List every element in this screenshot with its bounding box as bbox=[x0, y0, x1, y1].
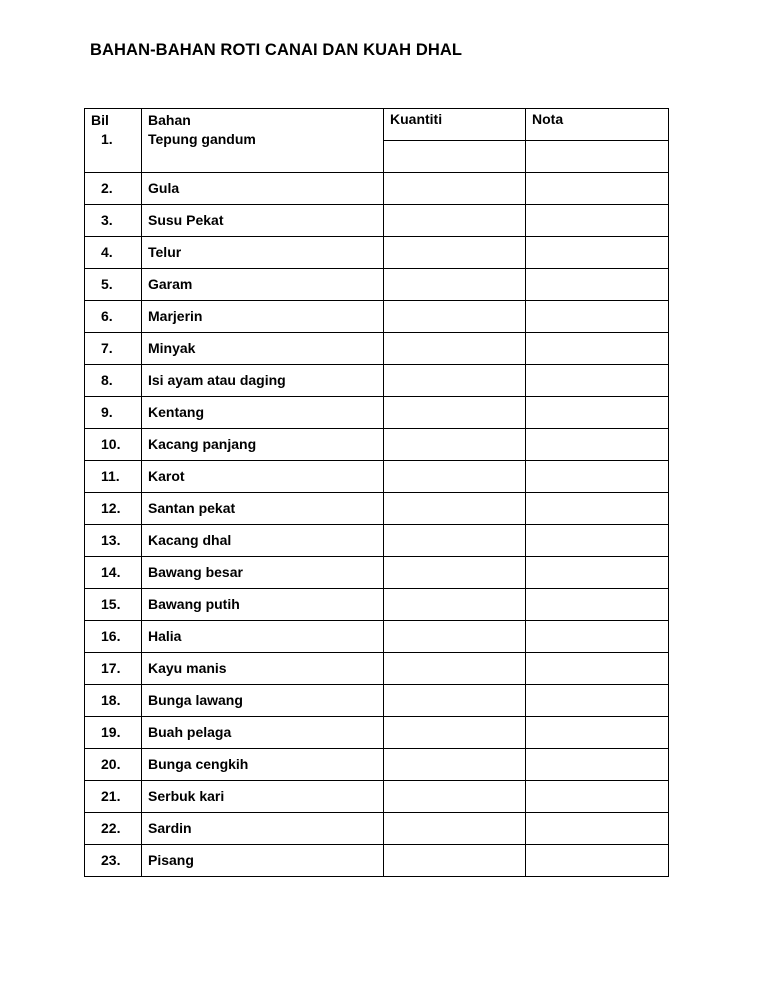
ingredient-name: Gula bbox=[148, 180, 180, 196]
bahan-cell bbox=[142, 237, 384, 269]
column-header-kuantiti-label: Kuantiti bbox=[390, 111, 443, 127]
note-cell[interactable] bbox=[526, 653, 669, 685]
note-cell[interactable] bbox=[526, 333, 669, 365]
bil-cell bbox=[85, 845, 142, 877]
bil-cell bbox=[85, 557, 142, 589]
quantity-cell[interactable] bbox=[384, 653, 526, 685]
bil-cell bbox=[85, 461, 142, 493]
bahan-cell bbox=[142, 397, 384, 429]
bahan-cell bbox=[142, 749, 384, 781]
ingredient-name: Bunga cengkih bbox=[148, 756, 249, 772]
bahan-cell bbox=[142, 781, 384, 813]
bahan-cell bbox=[142, 333, 384, 365]
bil-cell bbox=[85, 173, 142, 205]
bil-cell bbox=[85, 717, 142, 749]
table-row bbox=[85, 813, 669, 845]
row-number: 18. bbox=[101, 692, 121, 708]
quantity-cell[interactable] bbox=[384, 685, 526, 717]
row-number: 2. bbox=[101, 180, 113, 196]
row-number: 15. bbox=[101, 596, 121, 612]
row-number: 8. bbox=[101, 372, 113, 388]
note-cell[interactable] bbox=[526, 461, 669, 493]
row-number: 20. bbox=[101, 756, 121, 772]
quantity-cell[interactable] bbox=[384, 717, 526, 749]
bil-cell bbox=[85, 685, 142, 717]
note-cell[interactable] bbox=[526, 429, 669, 461]
bil-cell bbox=[85, 365, 142, 397]
note-cell[interactable] bbox=[526, 205, 669, 237]
note-cell[interactable] bbox=[526, 525, 669, 557]
bil-cell bbox=[85, 205, 142, 237]
quantity-cell[interactable] bbox=[384, 237, 526, 269]
bahan-cell bbox=[142, 493, 384, 525]
column-header-bahan: Bahan bbox=[148, 112, 191, 128]
quantity-cell[interactable] bbox=[384, 749, 526, 781]
bahan-cell bbox=[142, 365, 384, 397]
bahan-cell bbox=[142, 653, 384, 685]
bahan-cell bbox=[142, 525, 384, 557]
row-number: 9. bbox=[101, 404, 113, 420]
note-cell[interactable] bbox=[526, 365, 669, 397]
table-row bbox=[85, 173, 669, 205]
quantity-cell[interactable] bbox=[384, 269, 526, 301]
ingredient-name: Kentang bbox=[148, 404, 204, 420]
quantity-cell[interactable] bbox=[384, 301, 526, 333]
bahan-cell bbox=[142, 845, 384, 877]
bahan-cell bbox=[142, 205, 384, 237]
bil-cell bbox=[85, 781, 142, 813]
quantity-cell[interactable] bbox=[384, 781, 526, 813]
quantity-cell[interactable] bbox=[384, 493, 526, 525]
note-cell[interactable] bbox=[526, 685, 669, 717]
table-row bbox=[85, 429, 669, 461]
table-row bbox=[85, 557, 669, 589]
column-header-nota-label: Nota bbox=[532, 111, 564, 127]
ingredient-name: Kacang panjang bbox=[148, 436, 257, 452]
bil-cell bbox=[85, 493, 142, 525]
ingredient-name: Pisang bbox=[148, 852, 194, 868]
row-number: 1. bbox=[101, 131, 113, 147]
table-row bbox=[85, 845, 669, 877]
quantity-cell[interactable] bbox=[384, 173, 526, 205]
row-number: 3. bbox=[101, 212, 113, 228]
quantity-cell[interactable] bbox=[384, 141, 526, 173]
bahan-cell bbox=[142, 461, 384, 493]
bil-cell bbox=[85, 237, 142, 269]
bil-cell bbox=[85, 813, 142, 845]
table-row bbox=[85, 365, 669, 397]
note-cell[interactable] bbox=[526, 749, 669, 781]
bil-cell bbox=[85, 589, 142, 621]
bahan-cell bbox=[142, 269, 384, 301]
bahan-cell bbox=[142, 717, 384, 749]
ingredient-name: Telur bbox=[148, 244, 182, 260]
ingredient-name: Susu Pekat bbox=[148, 212, 224, 228]
note-cell[interactable] bbox=[526, 845, 669, 877]
quantity-cell[interactable] bbox=[384, 525, 526, 557]
quantity-cell[interactable] bbox=[384, 397, 526, 429]
table-row bbox=[85, 717, 669, 749]
ingredient-name: Sardin bbox=[148, 820, 192, 836]
table-row bbox=[85, 621, 669, 653]
note-cell[interactable] bbox=[526, 813, 669, 845]
ingredient-name: Kayu manis bbox=[148, 660, 227, 676]
table-row bbox=[85, 237, 669, 269]
bil-cell bbox=[85, 269, 142, 301]
bahan-cell bbox=[142, 429, 384, 461]
table-row bbox=[85, 653, 669, 685]
ingredient-name: Bunga lawang bbox=[148, 692, 243, 708]
column-header-bil: Bil bbox=[91, 112, 109, 128]
quantity-cell[interactable] bbox=[384, 557, 526, 589]
bil-cell bbox=[85, 301, 142, 333]
note-cell[interactable] bbox=[526, 717, 669, 749]
note-cell[interactable] bbox=[526, 141, 669, 173]
quantity-cell[interactable] bbox=[384, 333, 526, 365]
row-number: 14. bbox=[101, 564, 121, 580]
note-cell[interactable] bbox=[526, 173, 669, 205]
column-header-kuantiti bbox=[384, 109, 526, 141]
bil-cell bbox=[85, 525, 142, 557]
bahan-cell bbox=[142, 621, 384, 653]
row-number: 10. bbox=[101, 436, 121, 452]
quantity-cell[interactable] bbox=[384, 813, 526, 845]
table-header-row bbox=[85, 109, 669, 141]
bil-cell bbox=[85, 749, 142, 781]
row-number: 23. bbox=[101, 852, 121, 868]
bil-cell bbox=[85, 333, 142, 365]
note-cell[interactable] bbox=[526, 557, 669, 589]
ingredient-name: Santan pekat bbox=[148, 500, 236, 516]
table-row bbox=[85, 397, 669, 429]
bahan-cell bbox=[142, 301, 384, 333]
bil-cell bbox=[85, 621, 142, 653]
row-number: 13. bbox=[101, 532, 121, 548]
table-row bbox=[85, 781, 669, 813]
ingredient-name: Tepung gandum bbox=[148, 131, 256, 147]
bil-cell bbox=[85, 397, 142, 429]
quantity-cell[interactable] bbox=[384, 205, 526, 237]
note-cell[interactable] bbox=[526, 237, 669, 269]
bil-cell-first bbox=[85, 109, 142, 173]
row-number: 12. bbox=[101, 500, 121, 516]
quantity-cell[interactable] bbox=[384, 589, 526, 621]
row-number: 22. bbox=[101, 820, 121, 836]
row-number: 17. bbox=[101, 660, 121, 676]
ingredients-table bbox=[84, 108, 669, 877]
row-number: 11. bbox=[101, 468, 120, 484]
note-cell[interactable] bbox=[526, 301, 669, 333]
bahan-cell bbox=[142, 813, 384, 845]
row-number: 5. bbox=[101, 276, 113, 292]
bahan-cell bbox=[142, 173, 384, 205]
bahan-cell bbox=[142, 685, 384, 717]
note-cell[interactable] bbox=[526, 397, 669, 429]
ingredient-name: Kacang dhal bbox=[148, 532, 232, 548]
bahan-cell-first bbox=[142, 109, 384, 173]
table-row bbox=[85, 589, 669, 621]
table-row bbox=[85, 493, 669, 525]
table-row bbox=[85, 301, 669, 333]
table-row bbox=[85, 461, 669, 493]
quantity-cell[interactable] bbox=[384, 461, 526, 493]
note-cell[interactable] bbox=[526, 621, 669, 653]
ingredient-name: Halia bbox=[148, 628, 182, 644]
ingredient-name: Garam bbox=[148, 276, 193, 292]
quantity-cell[interactable] bbox=[384, 365, 526, 397]
note-cell[interactable] bbox=[526, 781, 669, 813]
ingredient-name: Minyak bbox=[148, 340, 196, 356]
bil-cell bbox=[85, 653, 142, 685]
row-number: 7. bbox=[101, 340, 113, 356]
ingredient-name: Buah pelaga bbox=[148, 724, 232, 740]
ingredient-name: Karot bbox=[148, 468, 185, 484]
note-cell[interactable] bbox=[526, 493, 669, 525]
note-cell[interactable] bbox=[526, 269, 669, 301]
table-row bbox=[85, 269, 669, 301]
bahan-cell bbox=[142, 589, 384, 621]
bahan-cell bbox=[142, 557, 384, 589]
column-header-nota bbox=[526, 109, 669, 141]
note-cell[interactable] bbox=[526, 589, 669, 621]
quantity-cell[interactable] bbox=[384, 429, 526, 461]
row-number: 19. bbox=[101, 724, 121, 740]
table-row bbox=[85, 333, 669, 365]
row-number: 21. bbox=[101, 788, 121, 804]
ingredient-name: Bawang putih bbox=[148, 596, 240, 612]
row-number: 16. bbox=[101, 628, 121, 644]
ingredient-name: Isi ayam atau daging bbox=[148, 372, 286, 388]
ingredient-name: Marjerin bbox=[148, 308, 203, 324]
table-row bbox=[85, 685, 669, 717]
quantity-cell[interactable] bbox=[384, 621, 526, 653]
page-title: BAHAN-BAHAN ROTI CANAI DAN KUAH DHAL bbox=[90, 41, 463, 59]
ingredient-name: Bawang besar bbox=[148, 564, 243, 580]
row-number: 4. bbox=[101, 244, 113, 260]
bil-cell bbox=[85, 429, 142, 461]
ingredient-name: Serbuk kari bbox=[148, 788, 225, 804]
table-row bbox=[85, 205, 669, 237]
quantity-cell[interactable] bbox=[384, 845, 526, 877]
row-number: 6. bbox=[101, 308, 113, 324]
table-row bbox=[85, 525, 669, 557]
table-row bbox=[85, 749, 669, 781]
